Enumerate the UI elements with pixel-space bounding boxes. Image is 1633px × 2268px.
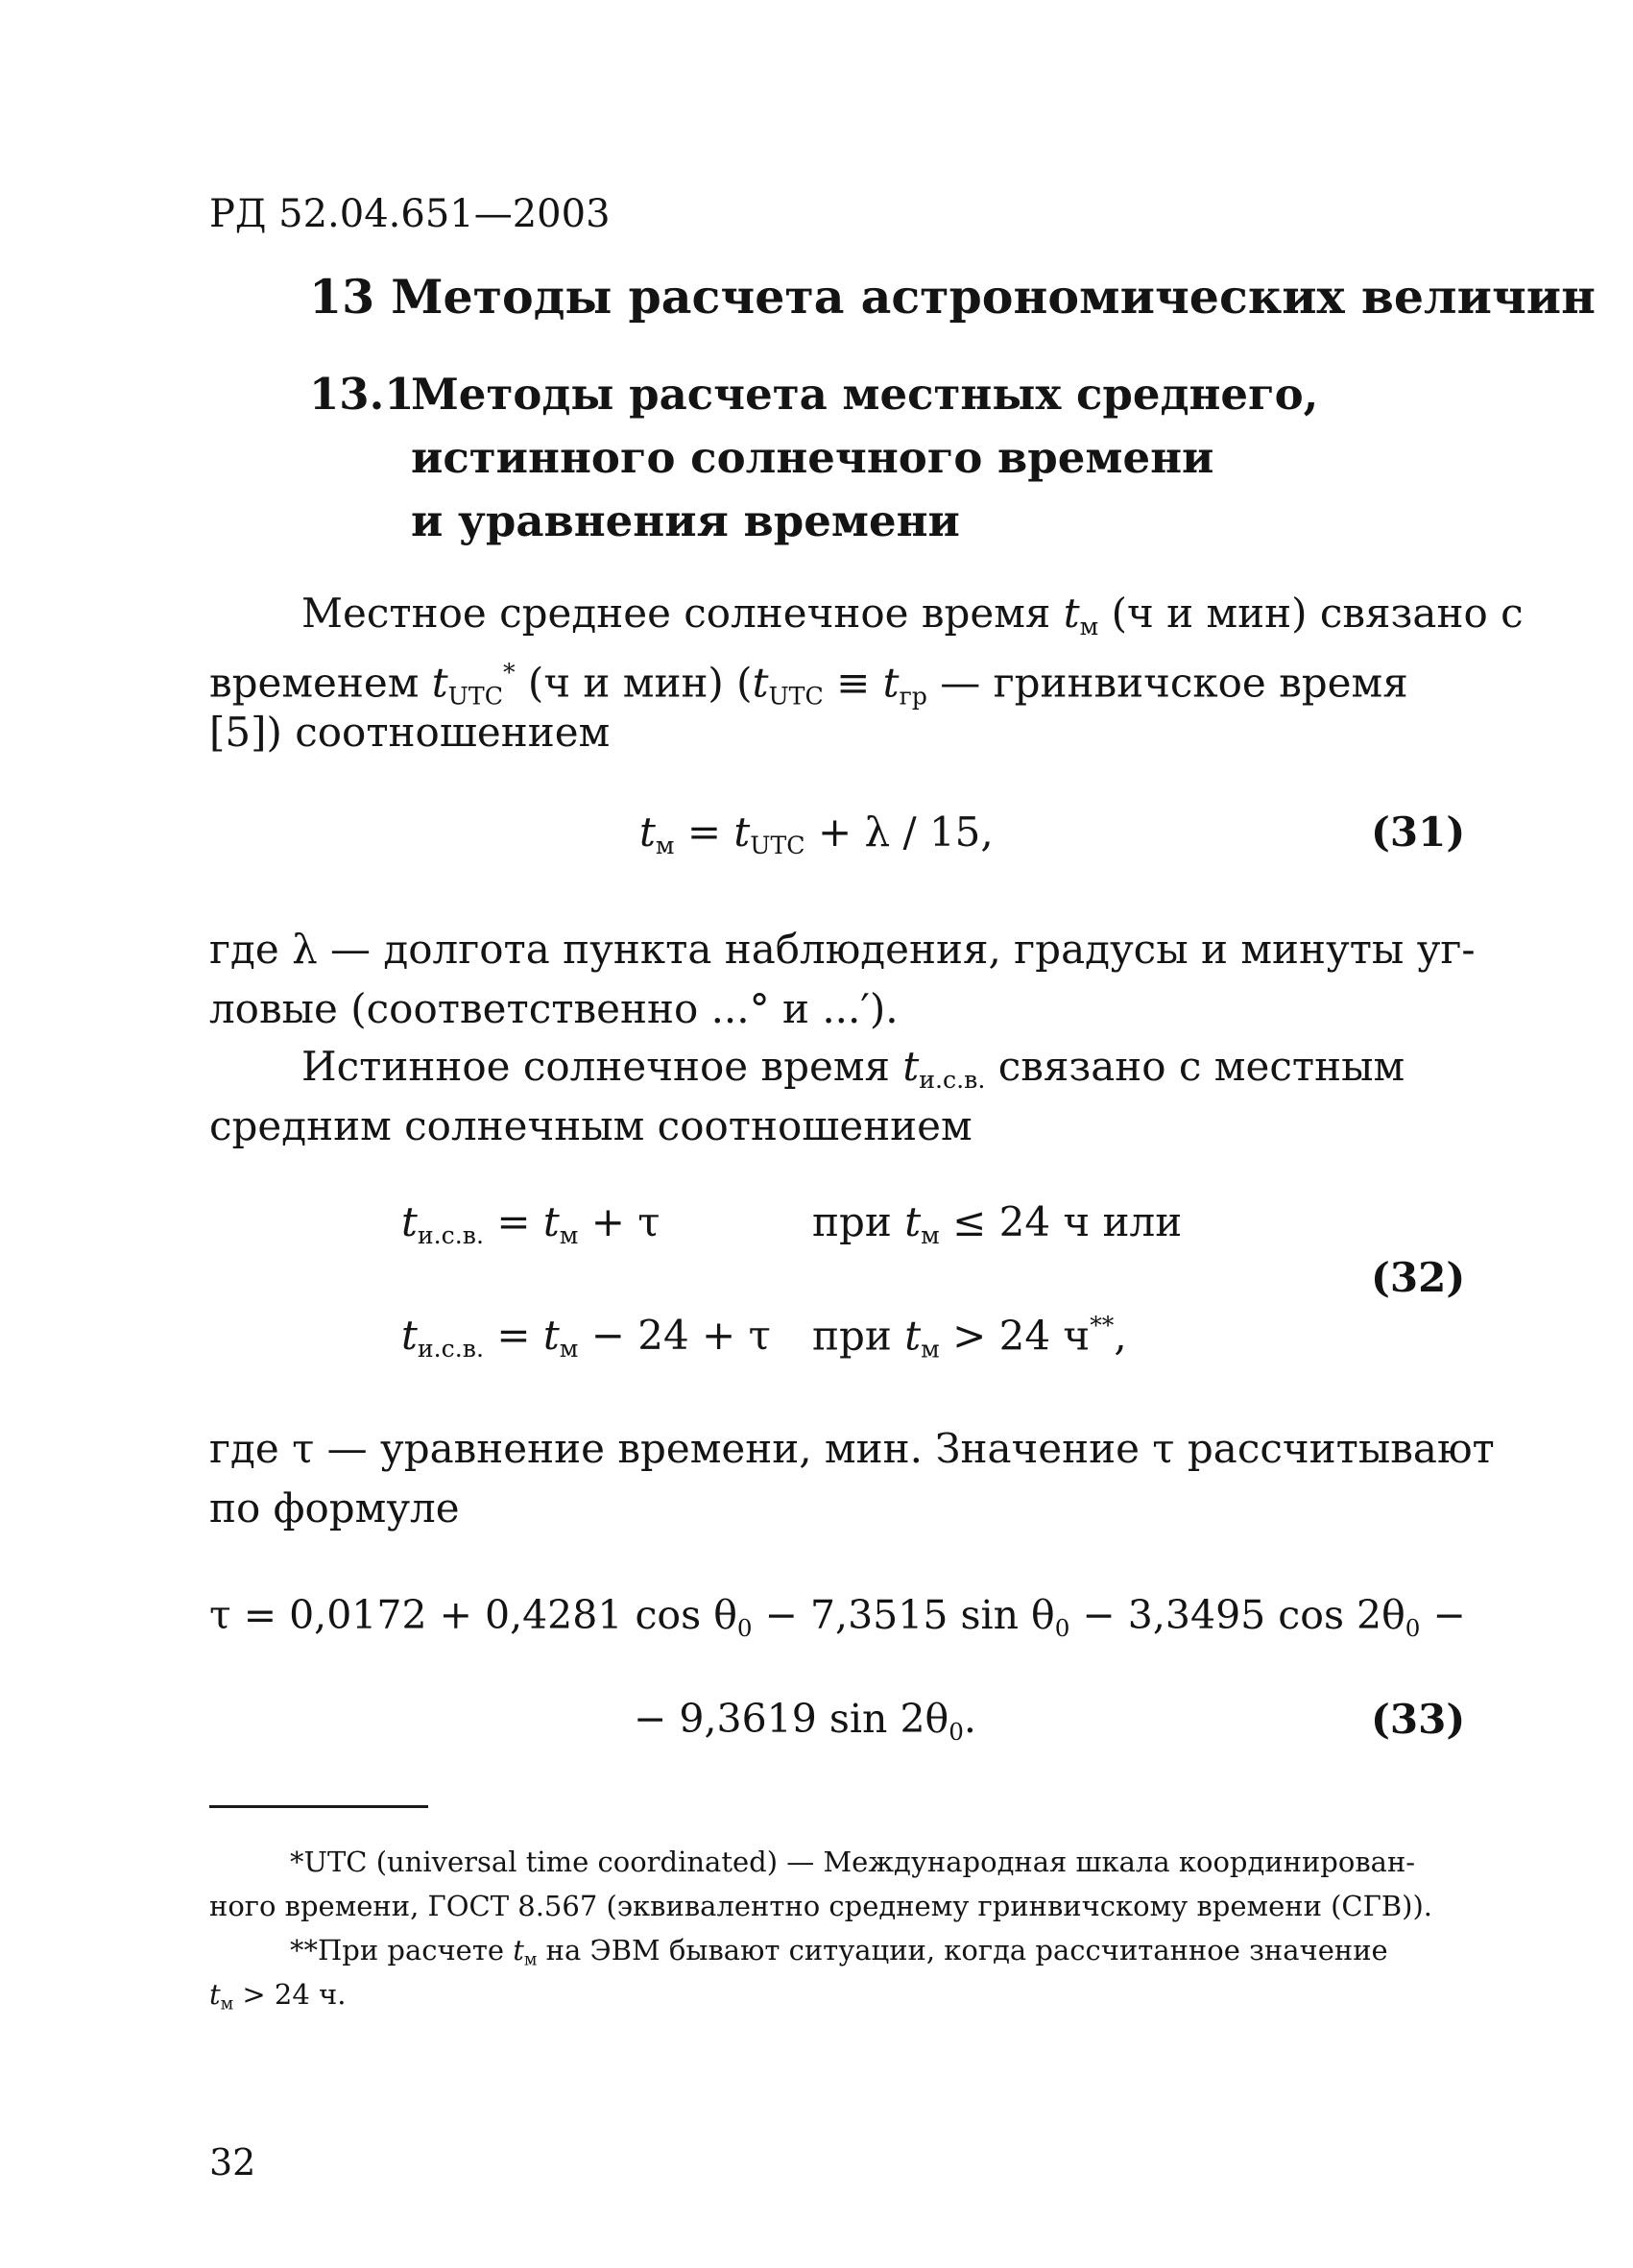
text: , xyxy=(1114,1312,1127,1360)
var-t: t xyxy=(733,808,751,856)
footnote-1-line-1: *UTC (universal time coordinated) — Международная шкала координирован- xyxy=(290,1846,1416,1878)
equals-sign: = xyxy=(483,1198,543,1245)
subscript: м xyxy=(921,1221,940,1250)
text: — гринвичское время xyxy=(926,659,1408,707)
equation-part: − xyxy=(1420,1592,1466,1638)
equation-31 xyxy=(639,808,994,859)
subscript: м xyxy=(1079,613,1099,641)
subsection-title-line-3: и уравнения времени xyxy=(411,495,960,546)
equation-32-row-1-condition xyxy=(812,1198,1182,1249)
footnote-2-line-1 xyxy=(290,1928,1388,1983)
text: Местное среднее солнечное время xyxy=(301,590,1064,637)
subscript: и.с.в. xyxy=(417,1335,484,1363)
var-t: t xyxy=(882,659,900,707)
equiv-sign: ≡ xyxy=(823,659,883,707)
equation-32-row-2 xyxy=(401,1312,771,1363)
equation-32-row-1 xyxy=(401,1198,660,1249)
subscript: UTC xyxy=(750,832,805,860)
footnote-marker: * xyxy=(502,659,516,687)
text: Истинное солнечное время xyxy=(301,1043,903,1090)
equation-part: τ = 0,0172 + 0,4281 cos θ xyxy=(209,1592,737,1638)
var-t: t xyxy=(904,1198,922,1245)
subsection-number: 13.1 xyxy=(309,369,415,420)
text: связано с местным xyxy=(985,1043,1405,1090)
subscript: м xyxy=(220,1994,234,2015)
var-t: t xyxy=(431,659,448,707)
var-t: t xyxy=(1063,590,1080,637)
subsection-title-line-1: Методы расчета местных среднего, xyxy=(411,369,1319,420)
text: (ч и мин) связано с xyxy=(1098,590,1524,637)
section-heading: 13 Методы расчета астрономических величин xyxy=(309,269,1597,325)
footnote-1-line-2: ного времени, ГОСТ 8.567 (эквивалентно среднему гринвичскому времени (СГВ)). xyxy=(209,1890,1432,1922)
document-code: РД 52.04.651—2003 xyxy=(209,192,611,236)
equation-part: − 3,3495 cos 2θ xyxy=(1069,1592,1405,1638)
para2-line-1: где λ — долгота пункта наблюдения, градусы и минуты уг- xyxy=(209,926,1476,973)
var-t: t xyxy=(542,1312,560,1359)
para1-line-3: [5]) соотношением xyxy=(209,709,611,756)
subscript: 0 xyxy=(949,1717,964,1746)
subscript: 0 xyxy=(1054,1613,1070,1642)
equation-rest: + λ / 15, xyxy=(804,808,994,856)
var-t: t xyxy=(904,1312,922,1360)
para2-line-2: ловые (соответственно ...° и ...′). xyxy=(209,985,899,1032)
subscript: м xyxy=(559,1221,579,1250)
equation-number-33: (33) xyxy=(1371,1696,1466,1743)
var-t: t xyxy=(752,659,769,707)
subscript: 0 xyxy=(736,1613,753,1642)
equation-33-line-1 xyxy=(209,1592,1466,1642)
var-t: t xyxy=(401,1198,418,1245)
var-t: t xyxy=(513,1934,524,1966)
text: (ч и мин) ( xyxy=(515,659,753,707)
equation-part: . xyxy=(963,1696,976,1742)
text: временем xyxy=(209,659,432,707)
subsection-title-line-2: истинного солнечного времени xyxy=(411,432,1214,483)
para4-line-2: по формуле xyxy=(209,1484,460,1532)
para3-line-2: средним солнечным соотношением xyxy=(209,1102,973,1149)
var-t: t xyxy=(542,1198,560,1245)
footnote-2-line-2 xyxy=(209,1972,346,2027)
subscript: м xyxy=(921,1335,940,1363)
text: > 24 ч xyxy=(939,1312,1091,1360)
subscript: гр xyxy=(899,682,927,711)
text: на ЭВМ бывают ситуации, когда рассчитанное значение xyxy=(537,1934,1388,1966)
var-t: t xyxy=(902,1043,920,1090)
var-t: t xyxy=(401,1312,418,1359)
equation-rest: − 24 + τ xyxy=(578,1312,771,1359)
text: **При расчете xyxy=(290,1934,514,1966)
equation-number-32: (32) xyxy=(1371,1254,1466,1301)
subscript: UTC xyxy=(768,682,824,711)
subscript: 0 xyxy=(1405,1613,1421,1642)
text: при xyxy=(812,1198,905,1245)
para4-line-1: где τ — уравнение времени, мин. Значение τ рассчитывают xyxy=(209,1425,1495,1472)
equals-sign: = xyxy=(483,1312,543,1359)
footnote-marker: ** xyxy=(1090,1312,1115,1339)
equation-number-31: (31) xyxy=(1371,808,1466,856)
equals-sign: = xyxy=(674,808,734,856)
subscript: м xyxy=(523,1950,538,1970)
equation-33-line-2 xyxy=(634,1696,976,1746)
equation-rest: + τ xyxy=(578,1198,660,1245)
footnote-separator xyxy=(209,1805,428,1808)
subscript: м xyxy=(559,1335,579,1363)
subscript: м xyxy=(655,832,675,860)
text: ≤ 24 ч или xyxy=(939,1198,1183,1245)
subscript: и.с.в. xyxy=(919,1066,986,1095)
text: > 24 ч. xyxy=(233,1978,347,2011)
subscript: и.с.в. xyxy=(417,1221,484,1250)
equation-32-row-2-condition xyxy=(812,1312,1127,1363)
text: при xyxy=(812,1312,905,1360)
equation-part: − 7,3515 sin θ xyxy=(752,1592,1055,1638)
subscript: UTC xyxy=(447,682,503,711)
page-number: 32 xyxy=(209,2141,256,2184)
equation-part: − 9,3619 sin 2θ xyxy=(634,1696,949,1742)
var-t: t xyxy=(209,1978,221,2011)
var-t: t xyxy=(639,808,656,856)
